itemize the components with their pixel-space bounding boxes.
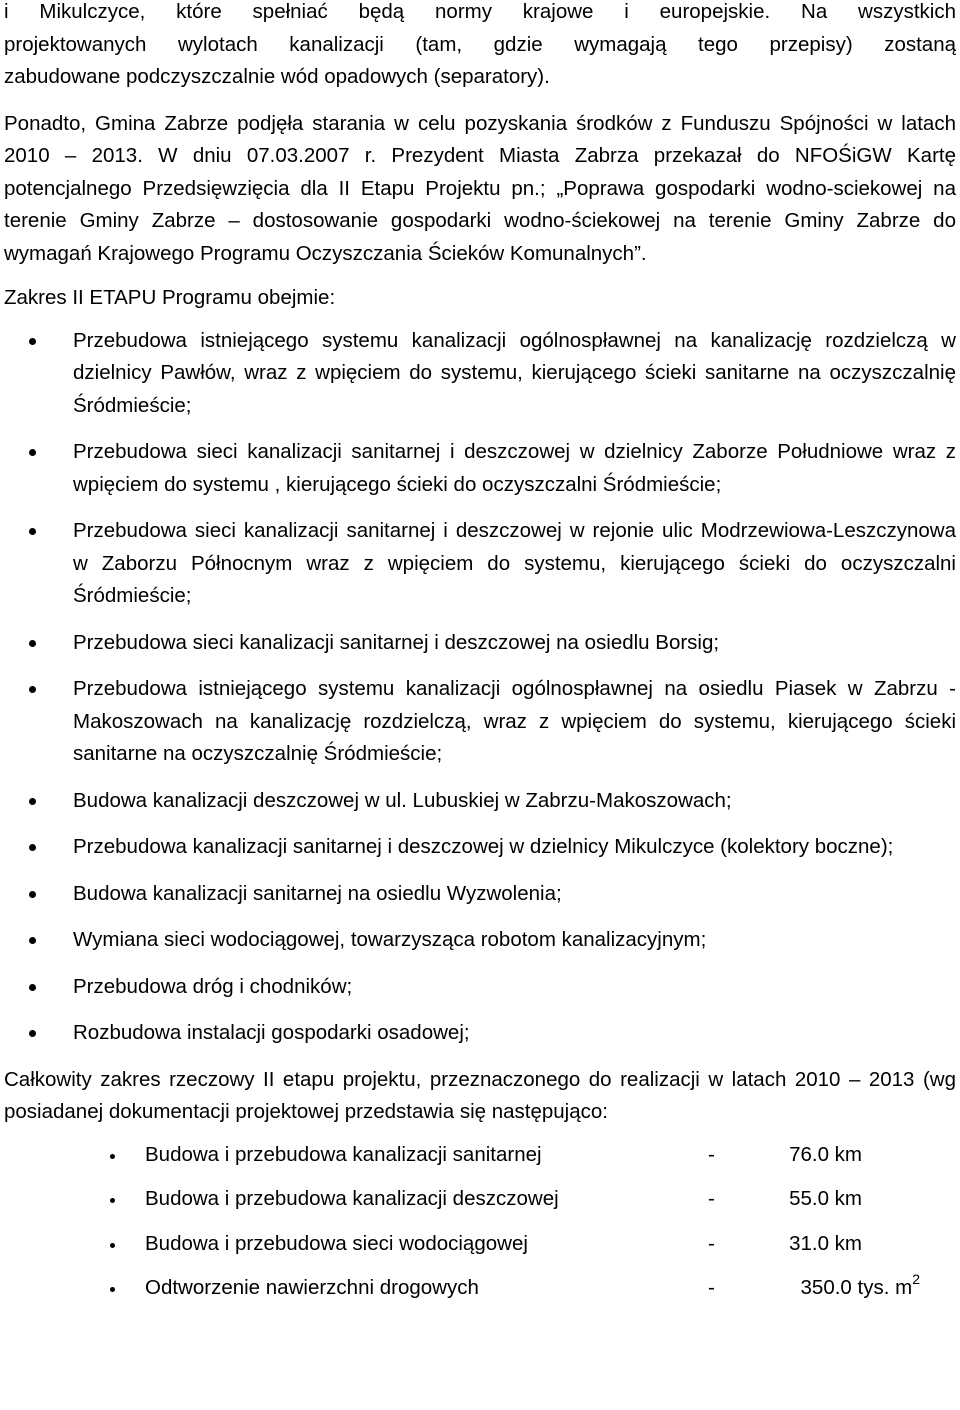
- document-page: [4, 0, 956, 1317]
- bullet-icon: [110, 1287, 115, 1292]
- quantity-label: Budowa i przebudowa kanalizacji deszczowej: [145, 1187, 559, 1210]
- quantity-value: 55.0 km: [789, 1187, 862, 1210]
- cohesion-fund-paragraph: Ponadto, Gmina Zabrze podjęła starania w celu pozyskania środków z Funduszu Spójności w latach 2010 – 2013. W dniu 07.03.2007 r. Prezydent Miasta Zabrza przekazał do NFOŚiGW Kartę potencjalnego Przedsięwzięcia dla II Etapu Projektu pn.; „Poprawa gospodarki wodno-sciekowej na terenie Gminy Zabrze – dostosowanie gospodarki wodno-ściekowej na terenie Gminy Zabrze do wymagań Krajowego Programu Oczyszczania Ścieków Komunalnych”.: [4, 111, 956, 265]
- bullet-icon: [110, 1154, 115, 1159]
- quantity-value: [801, 1272, 920, 1305]
- quantity-row: [4, 1228, 956, 1261]
- list-item-text: Przebudowa kanalizacji sanitarnej i deszczowej w dzielnicy Mikulczyce (kolektory boczne);: [73, 835, 894, 858]
- intro-line-1: i Mikulczyce, które spełniać będą normy krajowe i europejskie. Na wszystkich: [4, 0, 956, 23]
- scope-list: [4, 325, 956, 1050]
- list-item-text: Przebudowa istniejącego systemu kanalizacji ogólnospławnej na kanalizację rozdzielczą w dzielnicy Pawłów, wraz z wpięciem do systemu, kierującego ścieki sanitarne na oczyszczalnię Śródmieście;: [73, 328, 956, 417]
- bullet-icon: [29, 338, 36, 345]
- quantity-dash: -: [708, 1187, 715, 1210]
- list-item-text: Przebudowa dróg i chodników;: [73, 974, 353, 998]
- quantity-row: [4, 1139, 956, 1172]
- bullet-icon: [29, 640, 36, 647]
- list-item: [4, 1017, 956, 1050]
- list-item: [4, 831, 956, 864]
- list-item-text: Przebudowa sieci kanalizacji sanitarnej i deszczowej w dzielnicy Zaborze Południowe wraz z wpięciem do systemu , kierującego ścieki do oczyszczalni Śródmieście;: [73, 440, 956, 496]
- list-item: [4, 971, 956, 1004]
- quantity-dash: -: [708, 1142, 715, 1166]
- list-item-text: Przebudowa istniejącego systemu kanalizacji ogólnospławnej na osiedlu Piasek w Zabrzu - Makoszowach na kanalizację rozdzielczą, wraz z wpięciem do systemu, kierującego ścieki sanitarne na oczyszczalnię Śródmieście;: [73, 677, 956, 765]
- quantity-row: [4, 1272, 956, 1305]
- bullet-icon: [29, 798, 36, 805]
- quantity-value: 76.0 km: [789, 1142, 862, 1166]
- list-item: [4, 436, 956, 501]
- quantity-row: [4, 1183, 956, 1216]
- list-item: [4, 878, 956, 911]
- bullet-icon: [29, 891, 36, 898]
- list-item-text: Budowa kanalizacji deszczowej w ul. Lubuskiej w Zabrzu-Makoszowach;: [73, 788, 732, 812]
- list-item: [4, 325, 956, 423]
- list-item: [4, 515, 956, 613]
- list-item-text: Przebudowa sieci kanalizacji sanitarnej i deszczowej w rejonie ulic Modrzewiowa-Leszczynowa w Zaborzu Północnym wraz z wpięciem do systemu, kierującego ścieki do oczyszczalni Śródmieście;: [73, 519, 956, 607]
- list-item-text: Przebudowa sieci kanalizacji sanitarnej i deszczowej na osiedlu Borsig;: [73, 630, 720, 654]
- bullet-icon: [110, 1198, 115, 1203]
- quantity-unit-exponent: 2: [912, 1271, 920, 1287]
- list-item-text: Wymiana sieci wodociągowej, towarzysząca robotom kanalizacyjnym;: [73, 928, 707, 951]
- bullet-icon: [29, 449, 36, 456]
- list-item-text: Rozbudowa instalacji gospodarki osadowej;: [73, 1021, 470, 1044]
- quantity-dash: -: [708, 1231, 715, 1255]
- intro-line-2: projektowanych wylotach kanalizacji (tam, gdzie wymagają tego przepisy) zostaną: [4, 32, 956, 56]
- summary-paragraph: Całkowity zakres rzeczowy II etapu projektu, przeznaczonego do realizacji w latach 2010 – 2013 (wg posiadanej dokumentacji projektowej przedstawia się następująco:: [4, 1067, 956, 1123]
- quantity-label: Budowa i przebudowa kanalizacji sanitarnej: [145, 1142, 542, 1166]
- bullet-icon: [29, 686, 36, 693]
- quantity-value: 31.0 km: [789, 1231, 862, 1255]
- list-item: [4, 627, 956, 660]
- bullet-icon: [29, 937, 36, 944]
- list-item: [4, 785, 956, 818]
- intro-line-3: zabudowane podczyszczalnie wód opadowych (separatory).: [4, 65, 550, 88]
- quantity-label: Budowa i przebudowa sieci wodociągowej: [145, 1231, 528, 1255]
- scope-heading: Zakres II ETAPU Programu obejmie:: [4, 286, 336, 309]
- list-item: [4, 924, 956, 957]
- bullet-icon: [29, 528, 36, 535]
- quantities-list: [4, 1139, 956, 1306]
- bullet-icon: [110, 1243, 115, 1248]
- list-item: [4, 673, 956, 771]
- bullet-icon: [29, 844, 36, 851]
- bullet-icon: [29, 984, 36, 991]
- list-item-text: Budowa kanalizacji sanitarnej na osiedlu Wyzwolenia;: [73, 881, 562, 905]
- quantity-label: Odtworzenie nawierzchni drogowych: [145, 1276, 479, 1299]
- quantity-value-text: 350.0 tys. m: [800, 1276, 913, 1299]
- bullet-icon: [29, 1030, 36, 1037]
- quantity-dash: -: [708, 1276, 715, 1299]
